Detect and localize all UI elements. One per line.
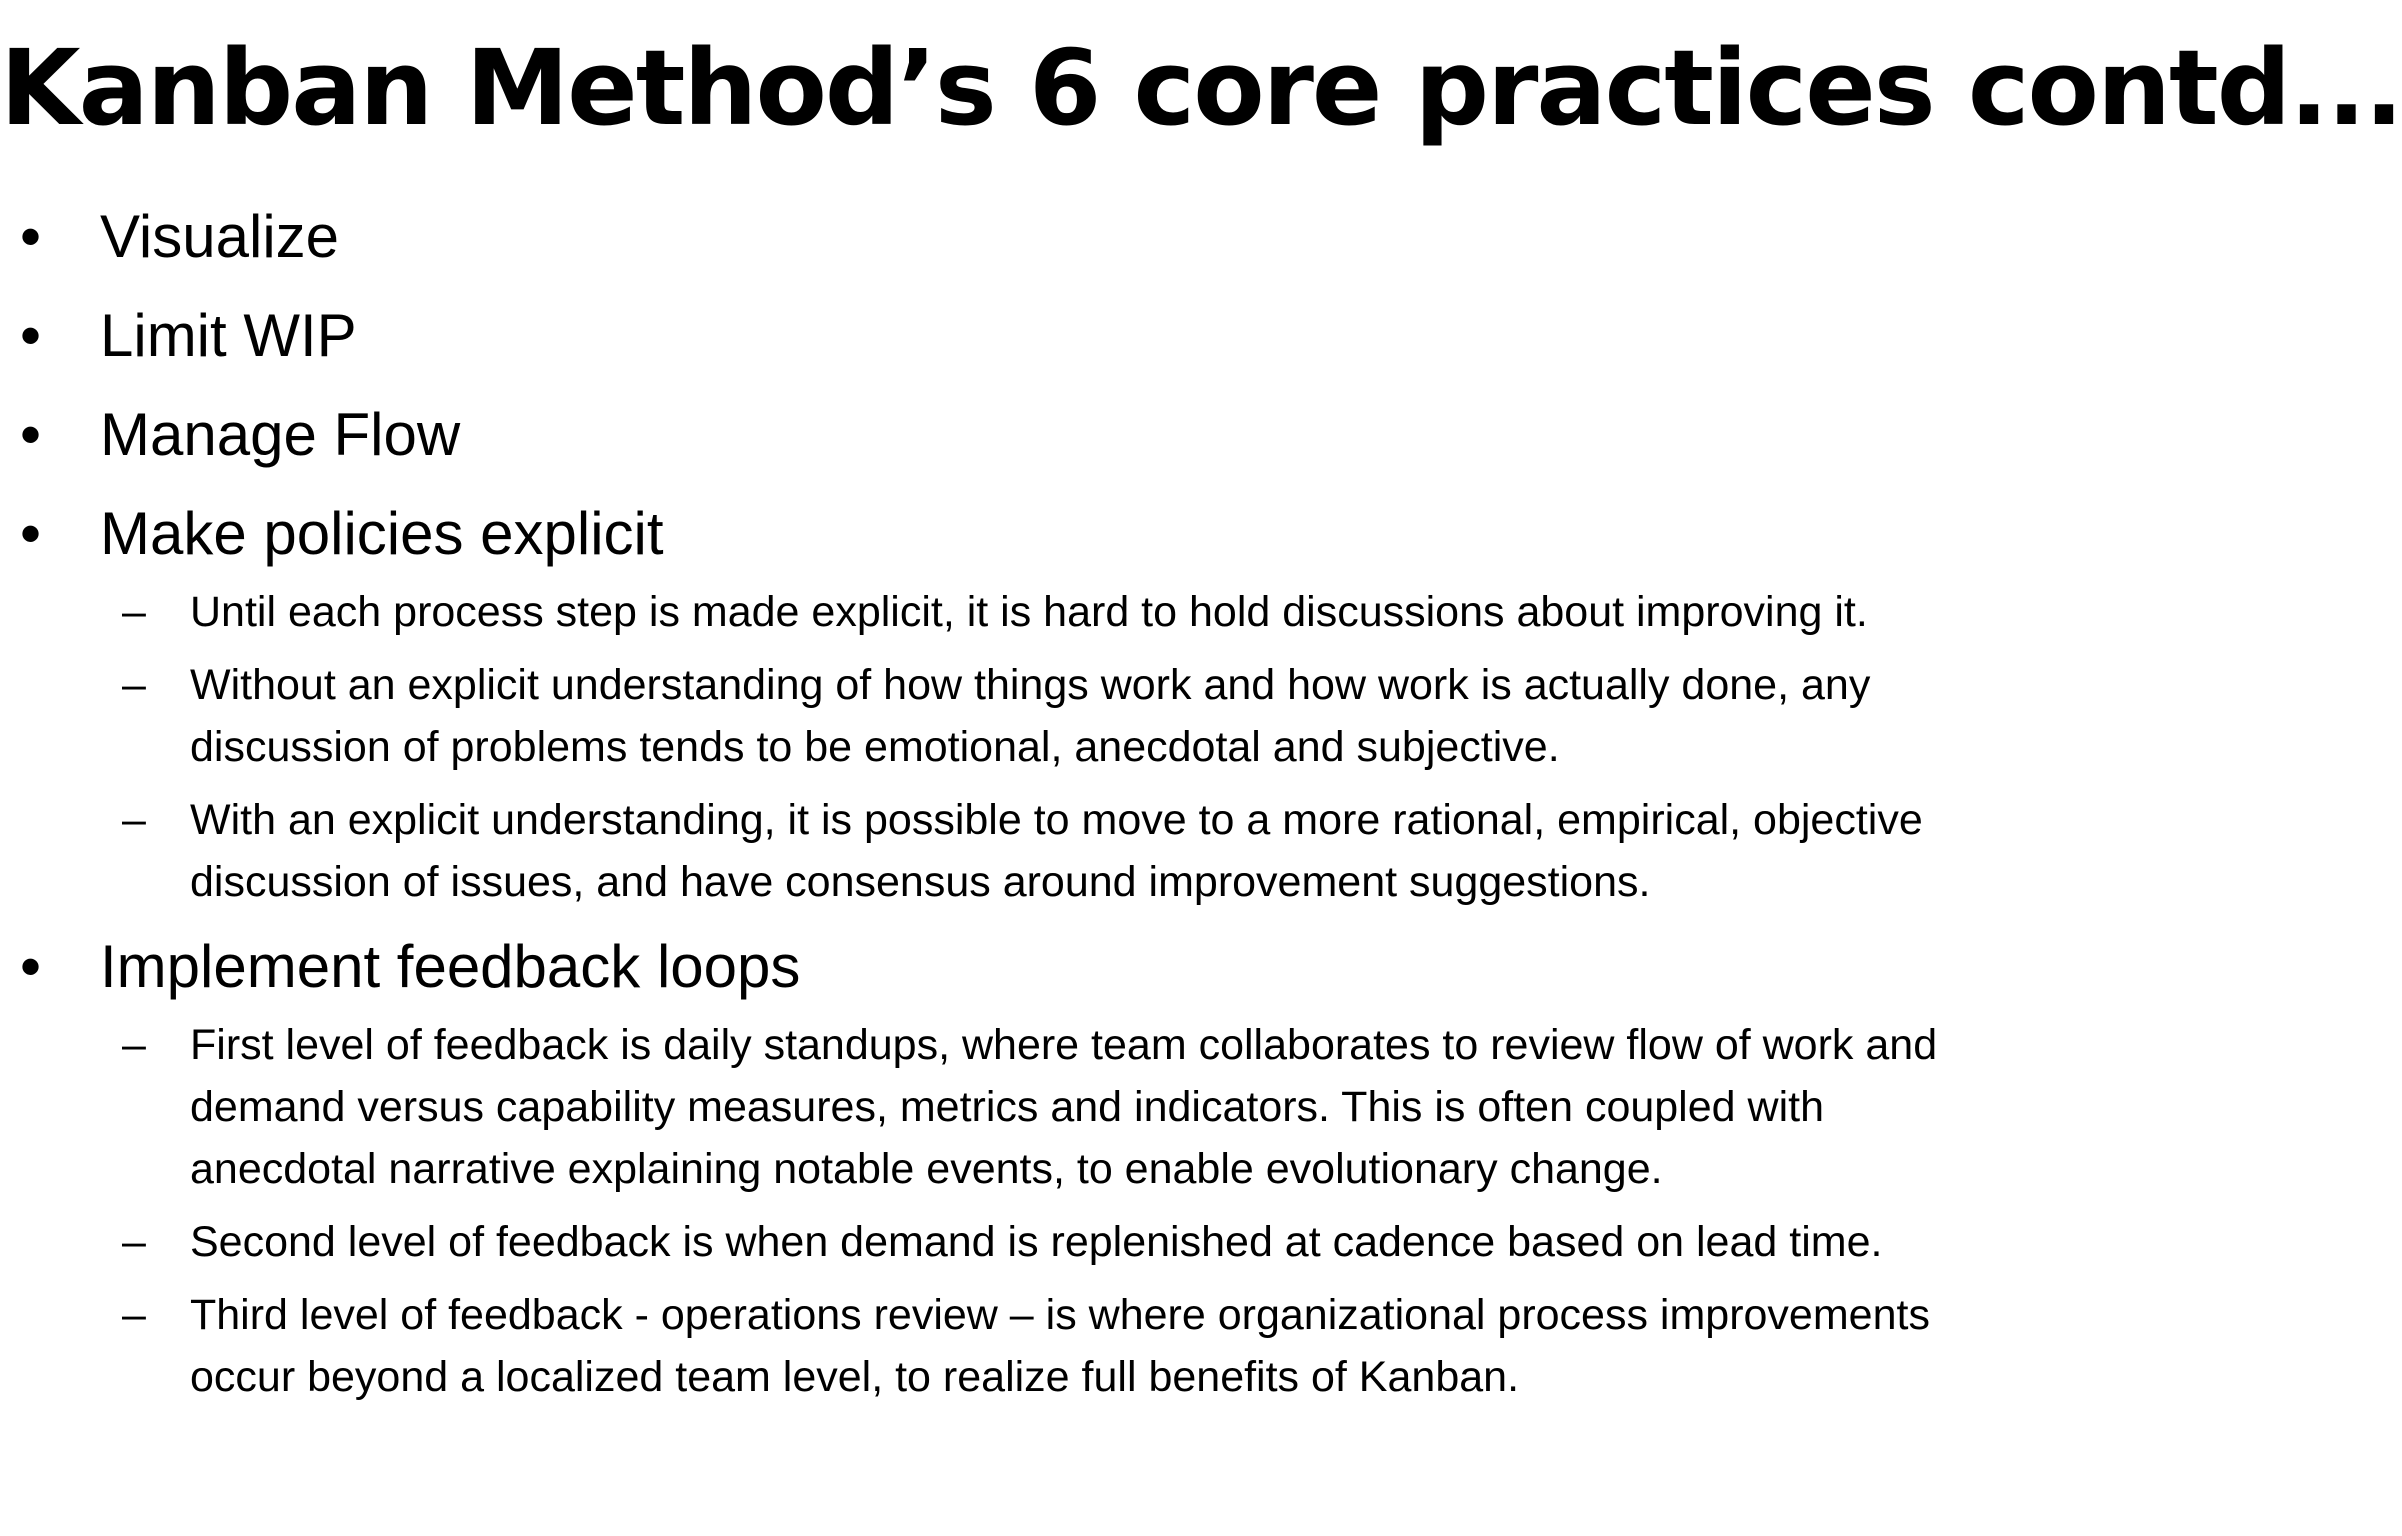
bullet-text: Limit WIP <box>100 302 357 369</box>
bullet-item <box>0 930 2048 1004</box>
sub-bullet-marker: – <box>122 796 146 844</box>
bullet-text: Implement feedback loops <box>100 933 801 1000</box>
bullet-marker: • <box>20 302 42 369</box>
sub-bullet-marker: – <box>122 1291 146 1339</box>
sub-bullet-marker: – <box>122 1218 146 1266</box>
bullet-marker: • <box>20 933 42 1000</box>
bullet-item <box>0 497 2048 571</box>
sub-bullet-text: First level of feedback is daily standups, where team collaborates to review flow of work and demand versus capability measures, metrics and indicators. This is often coupled with anecdotal narrative explaining notable events, to enable evolutionary change. <box>190 1021 1938 1193</box>
sub-bullet-item <box>0 789 2010 913</box>
sub-bullet-item <box>0 1211 2010 1273</box>
sub-bullet-marker: – <box>122 1021 146 1069</box>
bullet-text: Manage Flow <box>100 401 461 468</box>
sub-bullet-marker: – <box>122 661 146 709</box>
bullet-item <box>0 398 2048 472</box>
sub-bullet-text: With an explicit understanding, it is possible to move to a more rational, empirical, objective discussion of issues, and have consensus around improvement suggestions. <box>190 796 1923 906</box>
sub-bullet-text: Without an explicit understanding of how things work and how work is actually done, any discussion of problems tends to be emotional, anecdotal and subjective. <box>190 661 1871 771</box>
bullet-text: Make policies explicit <box>100 500 664 567</box>
bullet-item <box>0 200 2048 274</box>
bullet-marker: • <box>20 203 42 270</box>
bullet-marker: • <box>20 500 42 567</box>
sub-bullet-item <box>0 654 2010 778</box>
bullet-item <box>0 299 2048 373</box>
sub-bullet-item <box>0 1014 2010 1200</box>
sub-bullet-text: Until each process step is made explicit, it is hard to hold discussions about improving it. <box>190 588 1868 636</box>
sub-bullet-item <box>0 581 2010 643</box>
bullet-list <box>0 200 2048 1419</box>
bullet-text: Visualize <box>100 203 340 270</box>
sub-bullet-marker: – <box>122 588 146 636</box>
sub-bullet-text: Third level of feedback - operations review – is where organizational process improvements occur beyond a localized team level, to realize full benefits of Kanban. <box>190 1291 1930 1401</box>
sub-bullet-item <box>0 1284 2010 1408</box>
slide-title: Kanban Method’s 6 core practices contd... <box>0 27 2402 149</box>
sub-bullet-text: Second level of feedback is when demand is replenished at cadence based on lead time. <box>190 1218 1883 1266</box>
bullet-marker: • <box>20 401 42 468</box>
